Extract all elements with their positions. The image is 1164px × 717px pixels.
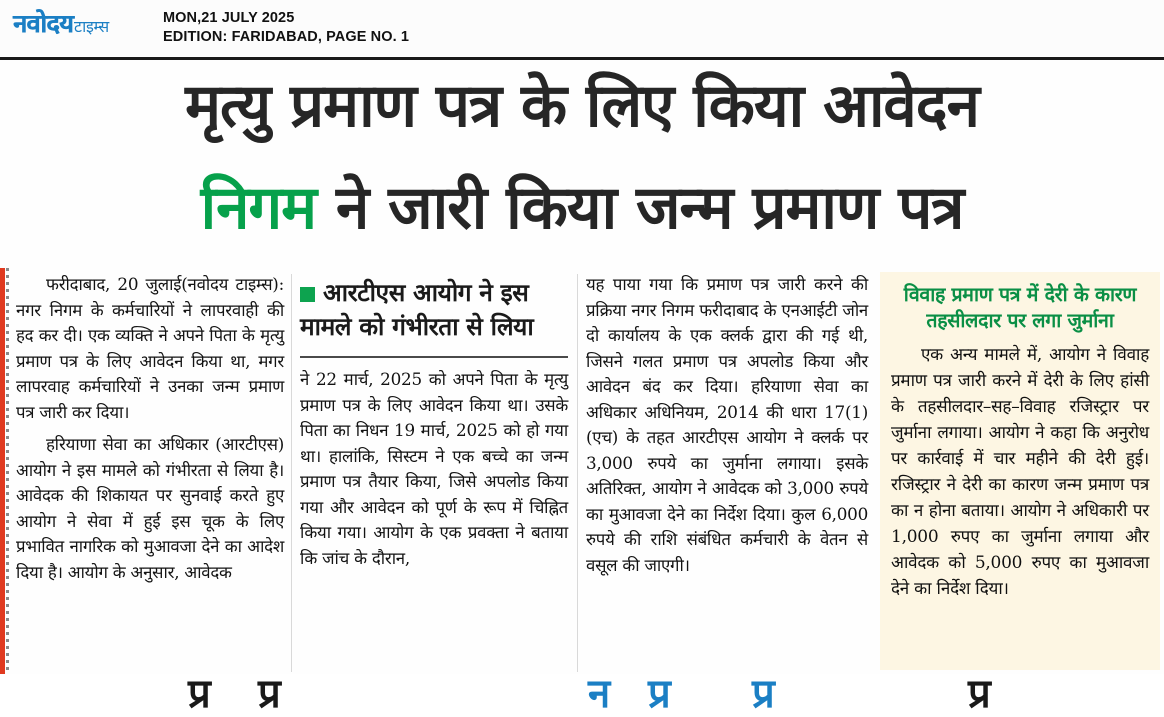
col2-paragraph-1: ने 22 मार्च, 2025 को अपने पिता के मृत्यु प्रमाण पत्र के लिए आवेदन किया था। उसके पिता का निधन 19 मार्च, 2025 को हो गया था। हालांकि, सिस्टम ने एक बच्चे का जन्म प्रमाण पत्र तैयार किया, जिसे अपलोड किया गया और आवेदन को पूर्ण के रूप में चिह्नित किया गया। आयोग के एक प्रवक्ता ने बताया कि जांच के दौरान, (300, 369, 568, 568)
publication-logo (13, 11, 109, 36)
headline-line-2 (0, 172, 1164, 244)
logo-sub-text: टाइम्स (74, 17, 109, 36)
date-line: MON,21 JULY 2025 (163, 10, 295, 26)
green-square-bullet-icon (300, 287, 315, 302)
cut-glyph-3: न (588, 671, 611, 717)
sub-headline-text: आरटीएस आयोग ने इस मामले को गंभीरता से लिया (300, 278, 534, 341)
masthead (0, 0, 1164, 56)
edition-line: EDITION: FARIDABAD, PAGE NO. 1 (163, 29, 410, 45)
col1-paragraph-1: फरीदाबाद, 20 जुलाई(नवोदय टाइम्स): नगर निगम के कर्मचारियों ने लापरवाही की हद कर दी। एक व्यक्ति ने अपने पिता के मृत्यु प्रमाण पत्र के लिए आवेदन किया था, मगर लापरवाह कर्मचारियों ने उनका जन्म प्रमाण पत्र जारी कर दिया। (16, 274, 284, 422)
headline-highlight-word: निगम (200, 173, 317, 243)
box-paragraph-1: एक अन्य मामले में, आयोग ने विवाह प्रमाण पत्र जारी करने में देरी के लिए हांसी के तहसीलदार–सह–विवाह रजिस्ट्रार पर जुर्माना लगाया। आयोग ने कहा कि अनुरोध पर कार्रवाई में चार महीने की देरी हुई। रजिस्ट्रार ने देरी का कारण जन्म प्रमाण पत्र का न होना बताया। आयोग ने अधिकारी पर 1,000 रुपए का जुर्माना लगाया और आवेदक को 5,000 रुपए का मुआवजा देने का निर्देश दिया। (891, 345, 1149, 599)
col1-paragraph-2: हरियाणा सेवा का अधिकार (आरटीएस) आयोग ने इस मामले को गंभीरता से लिया है। आवेदक की शिकायत पर सुनवाई करते हुए आयोग ने सेवा में हुई इस चूक के लिए प्रभावित नागरिक को मुआवजा देने का आदेश दिया है। आयोग के अनुसार, आवेदक (16, 434, 284, 582)
logo-main-text: नवोदय (13, 9, 74, 38)
headline-line-2-rest: ने जारी किया जन्म प्रमाण पत्र (316, 173, 964, 243)
edition-info (163, 9, 409, 47)
cut-glyph-2: प्र (258, 671, 281, 717)
col3-paragraph-1: यह पाया गया कि प्रमाण पत्र जारी करने की प्रक्रिया नगर निगम फरीदाबाद के एनआईटी जोन दो कार्यालय के एक क्लर्क द्वारा की गई थी, जिसने गलत प्रमाण पत्र अपलोड किया और आवेदन बंद कर दिया। हरियाणा सेवा का अधिकार अधिनियम, 2014 की धारा 17(1)(एच) के तहत आरटीएस आयोग ने क्लर्क पर 3,000 रुपये का जुर्माना लगाया। इसके अतिरिक्त, आयोग ने आवेदक को 3,000 रुपये का मुआवजा देने का निर्देश दिया। कुल 6,000 रुपये की राशि संबंधित कर्मचारी के वेतन से वसूल की जाएगी। (586, 274, 868, 575)
cut-glyph-5: प्र (752, 671, 775, 717)
column-2 (300, 272, 568, 571)
sub-headline-rule (300, 356, 568, 358)
box-headline: विवाह प्रमाण पत्र में देरी के कारण तहसीलदार पर लगा जुर्माना (903, 283, 1137, 332)
column-3 (586, 272, 868, 578)
bottom-cutoff-row (0, 671, 1164, 717)
sidebar-boxed-story (880, 272, 1160, 670)
headline-block (0, 62, 1164, 262)
cut-glyph-1: प्र (188, 671, 211, 717)
sub-headline (300, 276, 568, 344)
cut-glyph-4: प्र (648, 671, 671, 717)
cut-glyph-6: प्र (968, 671, 991, 717)
headline-line-1: मृत्यु प्रमाण पत्र के लिए किया आवेदन (185, 71, 979, 141)
masthead-rule (0, 57, 1164, 60)
column-1 (16, 272, 284, 585)
